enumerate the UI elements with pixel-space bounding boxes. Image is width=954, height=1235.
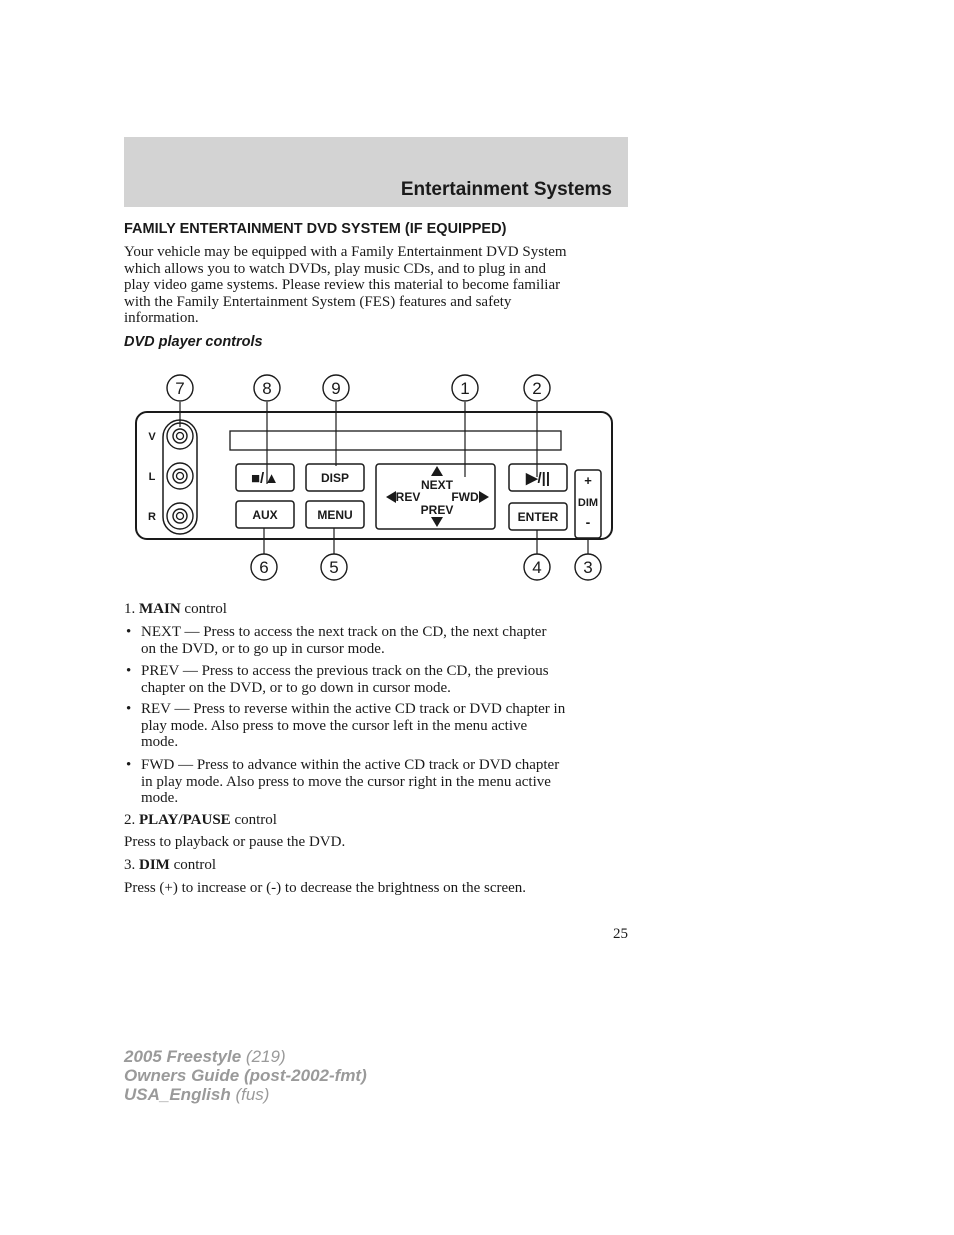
stop-eject-icon: ■/▲ [250, 470, 280, 487]
callout-6-number: 6 [259, 558, 269, 577]
page-number: 25 [613, 926, 628, 942]
jack-label-r: R [148, 511, 156, 523]
callout-9-number: 9 [331, 379, 341, 398]
bullet-dot: • [126, 663, 132, 679]
callout-4-number: 4 [532, 558, 542, 577]
bullet-line: chapter on the DVD, or to go down in cursor mode. [141, 679, 451, 696]
item-label: MAIN [139, 601, 181, 617]
bullet-dot: • [126, 757, 132, 773]
footer-line-2 [124, 1066, 367, 1085]
item-label: PLAY/PAUSE [139, 812, 231, 828]
bullet-line: mode. [141, 790, 179, 806]
disp-label: DISP [320, 471, 350, 485]
bullet-line: mode. [141, 734, 179, 750]
intro-line: with the Family Entertainment System (FES) features and safety [124, 293, 512, 310]
footer-language-code: (fus) [230, 1085, 270, 1104]
item-suffix: control [169, 857, 217, 873]
callout-8-number: 8 [262, 379, 272, 398]
intro-line: Your vehicle may be equipped with a Family Entertainment DVD System [124, 244, 567, 260]
menu-label: MENU [317, 508, 353, 522]
jack-label-v: V [148, 431, 156, 443]
enter-label: ENTER [517, 510, 559, 524]
footer-line-3 [124, 1085, 367, 1104]
dvd-player-diagram [130, 370, 620, 585]
jack-r[interactable] [167, 503, 193, 529]
item-label: DIM [139, 857, 170, 873]
list-item-play-pause [124, 812, 277, 829]
callout-5-number: 5 [329, 558, 339, 577]
dim-description: Press (+) to increase or (-) to decrease the brightness on the screen. [124, 880, 527, 896]
intro-line: play video game systems. Please review this material to become familiar [124, 277, 561, 293]
bullet-line: play mode. Also press to move the cursor left in the menu active [141, 717, 528, 734]
dim-label: DIM [577, 497, 599, 509]
callout-1-number: 1 [460, 379, 470, 398]
fwd-arrow-icon [479, 491, 489, 503]
disc-slot [230, 431, 561, 450]
item-number: 3. [124, 857, 136, 873]
section-header-band [124, 137, 628, 207]
footer-language: USA_English [124, 1085, 231, 1104]
jack-panel [163, 420, 197, 534]
list-item-dim [124, 857, 216, 874]
intro-line: information. [124, 310, 199, 326]
play-pause-description: Press to playback or pause the DVD. [124, 834, 346, 850]
footer-line-1 [124, 1047, 367, 1066]
next-arrow-icon [431, 466, 443, 476]
bullet-line: in play mode. Also press to move the cursor right in the menu active [141, 773, 551, 790]
item-number: 2. [124, 812, 136, 828]
item-suffix: control [180, 601, 227, 617]
footer-guide: Owners Guide (post-2002-fmt) [124, 1066, 367, 1085]
bullet-line: PREV — Press to access the previous track on the CD, the previous [141, 663, 549, 679]
aux-label: AUX [252, 508, 278, 522]
next-label: NEXT [420, 478, 454, 492]
item-number: 1. [124, 601, 136, 617]
sub-heading: DVD player controls [124, 334, 263, 350]
intro-paragraph [124, 244, 628, 327]
jack-l[interactable] [167, 463, 193, 489]
callout-2-number: 2 [532, 379, 542, 398]
jack-label-l: L [148, 471, 156, 483]
bullet-dot: • [126, 624, 132, 640]
callout-7-number: 7 [175, 379, 185, 398]
bullet-line: REV — Press to reverse within the active CD track or DVD chapter in [141, 701, 566, 717]
rev-label: REV [395, 490, 421, 504]
list-item-main [124, 601, 227, 618]
rev-arrow-icon [386, 491, 396, 503]
callout-3-number: 3 [583, 558, 593, 577]
intro-line: which allows you to watch DVDs, play music CDs, and to plug in and [124, 260, 547, 277]
bullet-line: NEXT — Press to access the next track on the CD, the next chapter [141, 624, 547, 640]
dim-minus-label: - [585, 514, 591, 530]
section-title: Entertainment Systems [400, 179, 612, 200]
prev-label: PREV [420, 503, 454, 517]
footer-model-code: (219) [241, 1047, 286, 1066]
bullet-dot: • [126, 701, 132, 717]
fwd-label: FWD [451, 490, 479, 504]
play-pause-icon: ▶/|| [525, 470, 551, 487]
footer-model: 2005 Freestyle [124, 1047, 242, 1066]
bullet-line: on the DVD, or to go up in cursor mode. [141, 640, 385, 657]
bullet-line: FWD — Press to advance within the active CD track or DVD chapter [141, 757, 560, 773]
prev-arrow-icon [431, 517, 443, 527]
item-suffix: control [230, 812, 277, 828]
dim-plus-label: + [584, 473, 592, 488]
document-footer [124, 1047, 367, 1104]
main-heading: FAMILY ENTERTAINMENT DVD SYSTEM (IF EQUIPPED) [124, 221, 507, 237]
